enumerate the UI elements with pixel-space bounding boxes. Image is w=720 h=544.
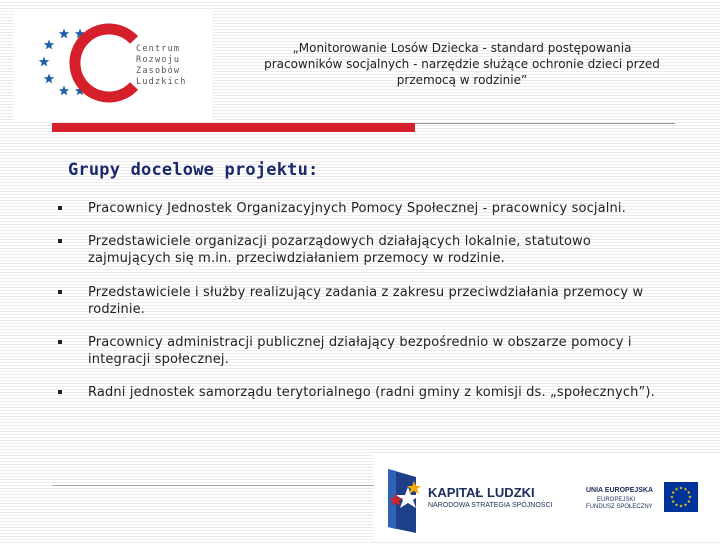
list-item (58, 200, 698, 217)
list-item (58, 334, 698, 368)
logo-area (14, 10, 212, 122)
footer-divider (52, 485, 374, 486)
bullet-icon (58, 340, 62, 344)
eu-subtitle (586, 497, 653, 511)
bullet-icon (58, 206, 62, 210)
bullet-icon (58, 390, 62, 394)
star-icon (59, 86, 69, 96)
title-line: pracowników socjalnych - narzędzie służące ochronie dzieci przed (264, 57, 660, 71)
logo-line-1: Centrum (136, 44, 181, 54)
star-icon (44, 40, 54, 50)
eu-subtitle-line: FUNDUSZ SPOŁECZNY (586, 504, 653, 510)
title-line: „Monitorowanie Losów Dziecka - standard postępowania (292, 41, 632, 55)
list-item-line: zajmujących się m.in. przeciwdziałaniem przemocy w rodzinie. (88, 251, 505, 266)
list-item (58, 233, 698, 267)
list-item-line: Pracownicy administracji publicznej działający bezpośrednio w obszarze pomocy i (88, 335, 632, 350)
title-line: przemocą w rodzinie” (396, 73, 528, 87)
logo-c-arc (75, 29, 134, 97)
logo-line-2: Rozwoju (136, 55, 181, 65)
list-item-line: Radni jednostek samorządu terytorialnego (radni gminy z komisji ds. „społecznych”). (88, 385, 655, 400)
eu-title: UNIA EUROPEJSKA (586, 487, 654, 494)
footer-logos (374, 455, 720, 540)
logo-line-3: Zasobów (136, 66, 181, 76)
list-item-line: rodzinie. (88, 302, 146, 317)
list-item-line: Przedstawiciele organizacji pozarządowych działających lokalnie, statutowo (88, 234, 591, 249)
list-item (58, 284, 698, 318)
eu-subtitle-line: EUROPEJSKI (596, 497, 635, 503)
accent-bar (52, 123, 415, 132)
bullet-icon (58, 239, 62, 243)
kapital-ludzki-title: KAPITAŁ LUDZKI (428, 485, 535, 500)
centrum-logo (14, 10, 212, 122)
list-item-line: Przedstawiciele i służby realizujący zadania z zakresu przeciwdziałania przemocy w (88, 285, 644, 300)
list-item (58, 384, 698, 401)
list-item-line: Pracownicy Jednostek Organizacyjnych Pomocy Społecznej - pracownicy socjalni. (88, 201, 626, 216)
star-icon (39, 57, 49, 67)
eu-flag-icon (664, 482, 698, 512)
star-icon (59, 29, 69, 39)
logo-line-4: Ludzkich (136, 77, 187, 87)
star-icon (44, 74, 54, 84)
divider-line (415, 123, 675, 124)
list-item-line: integracji społecznej. (88, 352, 229, 367)
presentation-title (252, 40, 672, 88)
slide-heading: Grupy docelowe projektu: (68, 160, 319, 180)
kapital-ludzki-subtitle: NARODOWA STRATEGIA SPÓJNOŚCI (428, 502, 553, 509)
bullet-icon (58, 290, 62, 294)
